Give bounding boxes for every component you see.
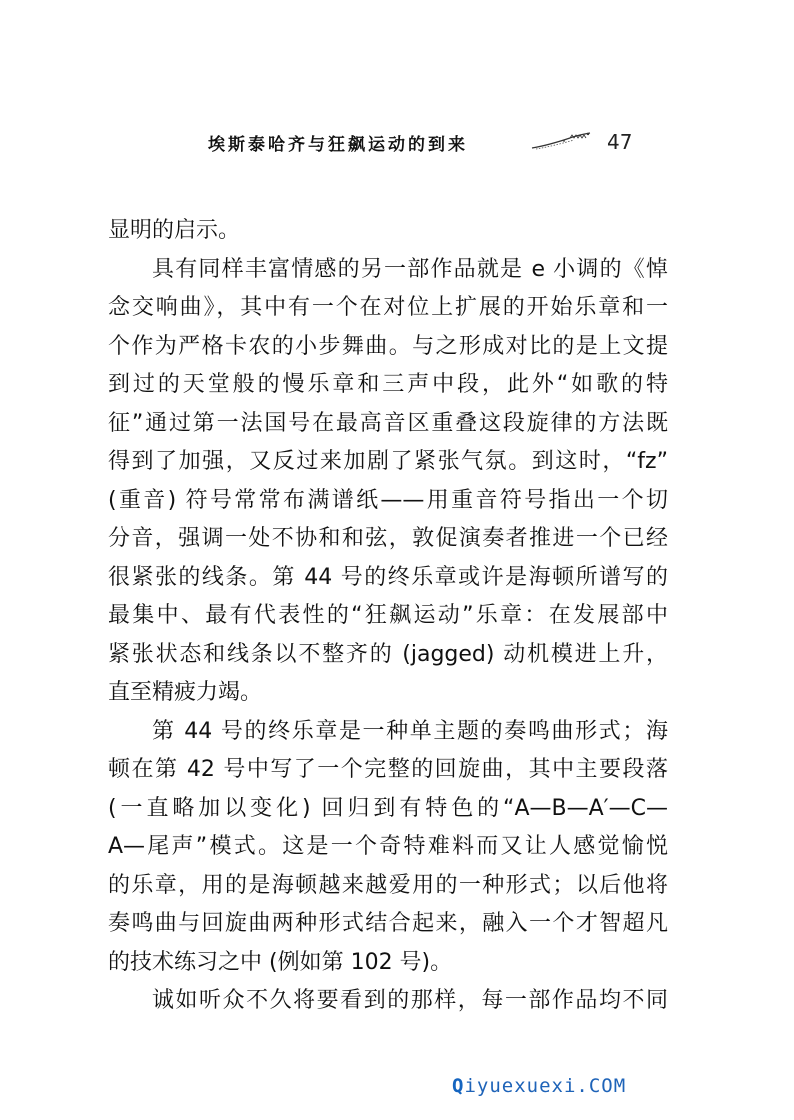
text-line: 直至精疲力竭。 — [108, 680, 263, 705]
text-line: 的乐章，用的是海顿越来越爱用的一种形式；以后他将 — [108, 872, 668, 898]
text-line: 紧张状态和线条以不整齐的 (jagged) 动机模进上升， — [108, 641, 668, 667]
text-line: 诚如听众不久将要看到的那样，每一部作品均不同 — [152, 988, 668, 1013]
text-line: (重音) 符号常常布满谱纸——用重音符号指出一个切 — [108, 487, 668, 513]
text-line: 奏鸣曲与回旋曲两种形式结合起来，融入一个才智超凡 — [108, 911, 668, 936]
text-line: 显明的启示。 — [108, 218, 241, 243]
text-line: 念交响曲》，其中有一个在对位上扩展的开始乐章和一 — [108, 295, 668, 320]
text-line: 的技术练习之中 (例如第 102 号)。 — [108, 949, 453, 975]
text-line: 得到了加强，又反过来加剧了紧张气氛。到这时，“fz” — [108, 449, 668, 474]
running-title: 埃斯泰哈齐与狂飙运动的到来 — [208, 135, 468, 155]
flourish-ornament-icon — [530, 130, 592, 152]
page-number: 47 — [607, 130, 633, 154]
text-line: 最集中、最有代表性的“狂飙运动”乐章：在发展部中 — [108, 603, 668, 628]
text-line: (一直略加以变化) 回归到有特色的“A—B—A′—C— — [108, 795, 668, 821]
body-text — [108, 212, 668, 1021]
watermark-q: Q — [452, 1075, 465, 1097]
site-watermark — [452, 1075, 626, 1097]
text-line: 很紧张的线条。第 44 号的终乐章或许是海顿所谱写的 — [108, 564, 668, 590]
text-line: 征”通过第一法国号在最高音区重叠这段旋律的方法既 — [108, 410, 668, 436]
page-header — [0, 126, 794, 162]
text-line: 到过的天堂般的慢乐章和三声中段，此外“如歌的特 — [108, 372, 668, 397]
text-line: 个作为严格卡农的小步舞曲。与之形成对比的是上文提 — [108, 333, 668, 359]
text-line: 具有同样丰富情感的另一部作品就是 e 小调的《悼 — [152, 256, 668, 282]
text-line: 分音，强调一处不协和和弦，敦促演奏者推进一个已经 — [108, 526, 668, 551]
text-line: A—尾声”模式。这是一个奇特难料而又让人感觉愉悦 — [108, 834, 668, 859]
text-line: 第 44 号的终乐章是一种单主题的奏鸣曲形式；海 — [152, 718, 668, 744]
watermark-text: iyuexuexi.COM — [464, 1075, 627, 1097]
text-line: 顿在第 42 号中写了一个完整的回旋曲，其中主要段落 — [108, 757, 668, 782]
